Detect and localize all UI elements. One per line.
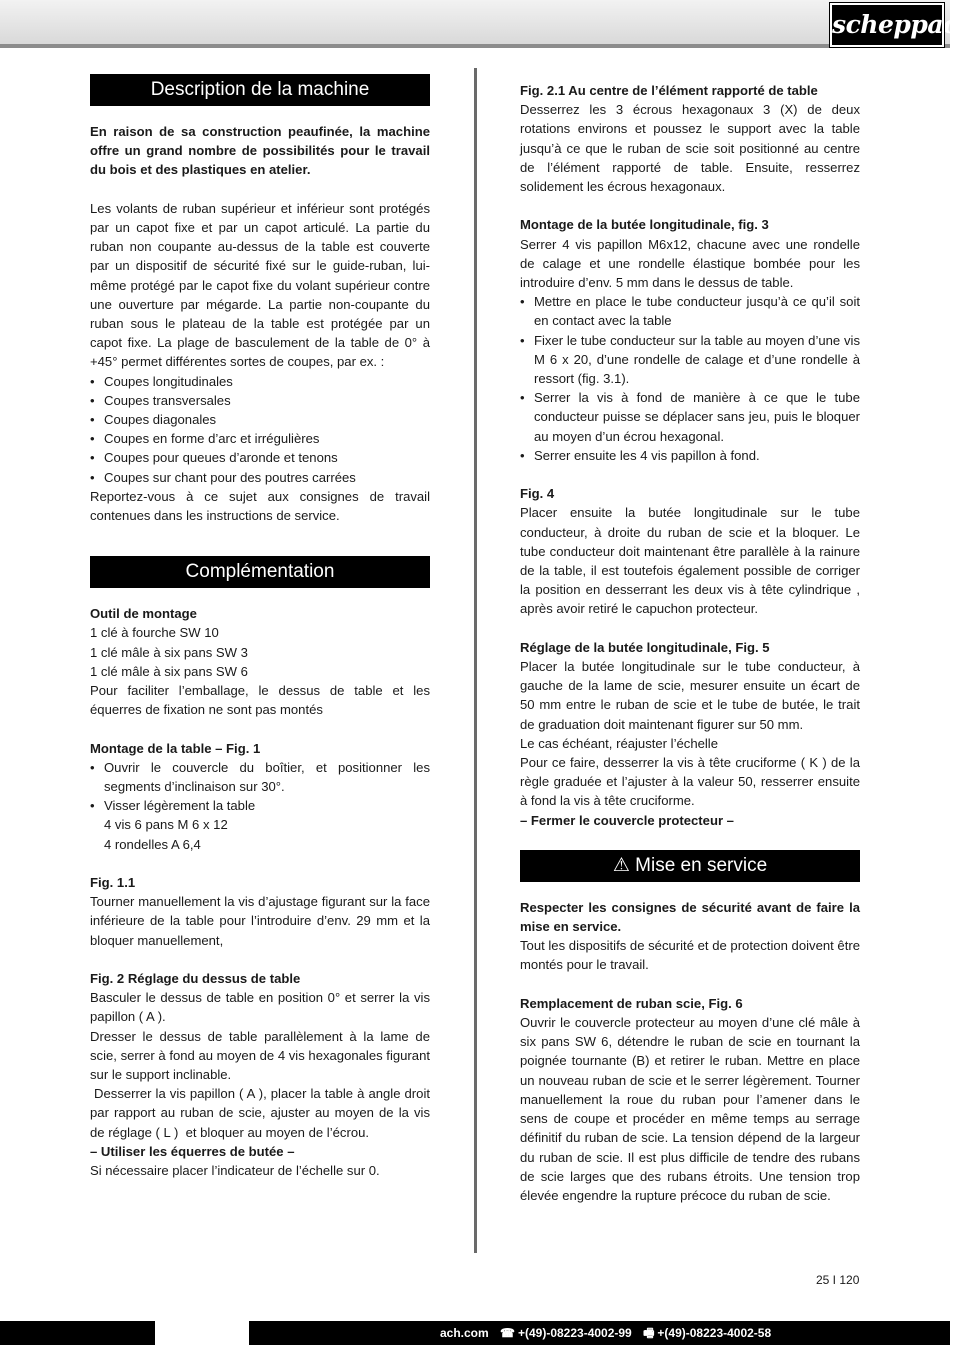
fig11-text: Tourner manuellement la vis d’ajustage figurant sur la face inférieure de la table pour l’introduire d’env. 29 mm et la bloquer manuellement,	[90, 894, 430, 948]
fig5-paragraph: Placer la butée longitudinale sur le tube conducteur, à gauche de la lame de scie, mesurer ensuite un écart de 50 mm entre le ruban de scie et le tube de butée, le trait de graduation doit maintenant figurer sur 50 mm.	[520, 659, 860, 732]
fig21-title: Fig. 2.1 Au centre de l’élément rapporté de table	[520, 83, 818, 98]
column-divider	[474, 68, 477, 1253]
fig6-title: Remplacement de ruban scie, Fig. 6	[520, 995, 743, 1011]
fig3-title: Montage de la butée longitudinale, fig. 3	[520, 217, 769, 233]
description-paragraph: Les volants de ruban supérieur et inférieur sont protégés par un capot fixe et par un capot articulé. La partie du ruban non coupante au-dessus de la table est couverte par un dispositif de sécurité fixé sur le guide-ruban, lui-même protégé par le capot fixe du volant supérieur contre une ouverture par mégarde. La partie non-coupante du ruban sous le plateau de la table est protégée par un capot fixe. La plage de basculement de la table de 0° à +45° permet différentes sortes de coupes, par ex. :	[90, 200, 430, 370]
fig5-paragraph: Le cas échéant, réajuster l’échelle	[520, 735, 718, 751]
tool-item: 1 clé à fourche SW 10	[90, 625, 219, 641]
brand-logo: scheppach	[830, 3, 944, 47]
list-item: • Coupes pour queues d’aronde et tenons	[90, 448, 430, 467]
list-item: • Serrer la vis à fond de manière à ce que le tube conducteur puisse se déplacer sans jeu, puis le bloquer au moyen d’un écrou hexagonal.	[520, 388, 860, 446]
list-item: • Visser légèrement la table	[90, 796, 430, 815]
footer-contact	[440, 1324, 779, 1342]
list-item: • Coupes transversales	[90, 391, 430, 410]
list-item: • Ouvrir le couvercle du boîtier, et positionner les segments d’inclinaison sur 30°.	[90, 758, 430, 796]
fig4-title: Fig. 4	[520, 486, 555, 502]
right-column	[520, 81, 860, 1205]
phone-icon: ☎	[500, 1326, 515, 1340]
tools-title: Outil de montage	[90, 606, 197, 622]
footer-fax: +(49)-08223-4002-58	[657, 1326, 772, 1340]
warning-icon: ⚠	[612, 854, 630, 876]
footer-phone: +(49)-08223-4002-99	[517, 1326, 632, 1340]
table-mounting-title: Montage de la table – Fig. 1	[90, 740, 261, 756]
page-number: 25 I 120	[816, 1273, 860, 1287]
fig2-paragraph: Dresser le dessus de table parallèlement à la lame de scie, serrer à fond au moyen de 4 vis hexagonales figurant sur le support inclinable.	[90, 1028, 430, 1083]
header-bar	[0, 0, 975, 48]
fig2-paragraph: Basculer le dessus de table en position 0° et serrer la vis papillon ( A ).	[90, 990, 430, 1025]
section-heading-complementation: Complémentation	[90, 556, 430, 588]
table-mounting-list	[90, 758, 430, 816]
fig11-title: Fig. 1.1	[90, 875, 136, 891]
footer-white-block	[155, 1321, 249, 1345]
fig3-list	[520, 292, 860, 465]
sub-item: 4 vis 6 pans M 6 x 12	[104, 817, 228, 833]
fax-icon: 🖷	[643, 1326, 655, 1340]
list-item: • Coupes en forme d’arc et irrégulières	[90, 429, 430, 448]
fig2-title: Fig. 2 Réglage du dessus de table	[90, 971, 301, 987]
fig5-paragraph: Pour ce faire, desserrer la vis à tête cruciforme ( K ) de la règle graduée et l’ajuster à la valeur 50, resserrer ensuite à fond la vis à tête cruciforme.	[520, 755, 860, 809]
intro-text: En raison de sa construction peaufinée, la machine offre un grand nombre de possibilités pour le travail du bois et des plastiques en atelier.	[90, 124, 430, 178]
fig4-text: Placer ensuite la butée longitudinale sur le tube conducteur, à droite du ruban de scie et la bloquer. Le tube conducteur doit maintenant être parallèle à la rainure de la table, il est toutefois également possible de corriger la position en desserrant les deux vis à tête cylindrique , après avoir retiré le capuchon protecteur.	[520, 505, 860, 617]
footer-bar	[0, 1321, 950, 1345]
list-item: • Coupes sur chant pour des poutres carrées	[90, 468, 430, 487]
sub-item: 4 rondelles A 6,4	[104, 836, 201, 852]
fig21-text: Desserrez les 3 écrous hexagonaux 3 (X) de deux rotations environs et poussez le support avec la table jusqu’à ce que le ruban de scie soit positionné au centre de l’élément rapporté de table. Ensuite, resserrez solidement les écrous hexagonaux.	[520, 102, 860, 195]
tools-note: Pour faciliter l’emballage, le dessus de table et les équerres de fixation ne sont pas montés	[90, 683, 430, 718]
fig3-text: Serrer 4 vis papillon M6x12, chacune avec une rondelle de calage et une rondelle élastique bombée pour les introduire d’env. 5 mm dans le dessus de table.	[520, 236, 860, 291]
list-item: • Mettre en place le tube conducteur jusqu’à ce qu’il soit en contact avec la table	[520, 292, 860, 330]
reference-paragraph: Reportez-vous à ce sujet aux consignes de travail contenues dans les instructions de service.	[90, 488, 430, 524]
safety-note: Respecter les consignes de sécurité avant de faire la mise en service.	[520, 899, 860, 935]
fig2-paragraph: Si nécessaire placer l’indicateur de l’échelle sur 0.	[90, 1163, 380, 1179]
tool-item: 1 clé mâle à six pans SW 6	[90, 663, 248, 679]
fig5-bold-note: – Fermer le couvercle protecteur –	[520, 812, 734, 828]
list-item: • Coupes longitudinales	[90, 372, 430, 391]
list-item: • Serrer ensuite les 4 vis papillon à fond.	[520, 446, 860, 465]
left-column	[90, 74, 434, 1180]
fig6-text: Ouvrir le couvercle protecteur au moyen d’une clé mâle à six pans SW 6, détendre le ruban de scie en tournant la poignée tournante (B) et retirer le ruban. Mettre en place un nouveau ruban de scie et le serrer légèrement. Tourner manuellement la roue du ruban pour l’amener dans le sens de coupe et procéder en même temps au serrage définitif du ruban de scie. La tension dépend de la largeur du ruban de scie. Il est plus difficile de tendre des rubans de scie larges que des rubans étroits. Une tension trop élevée engendre la rupture précoce du ruban de scie.	[520, 1015, 860, 1203]
cuts-list	[90, 372, 430, 487]
footer-website[interactable]: ach.com	[440, 1326, 489, 1340]
section-heading-description: Description de la machine	[90, 74, 430, 106]
fig5-title: Réglage de la butée longitudinale, Fig. 5	[520, 639, 770, 655]
list-item: • Coupes diagonales	[90, 410, 430, 429]
safety-text: Tout les dispositifs de sécurité et de protection doivent être montés pour le travail.	[520, 938, 860, 973]
tool-item: 1 clé mâle à six pans SW 3	[90, 644, 248, 660]
list-item: • Fixer le tube conducteur sur la table au moyen d’une vis M 6 x 20, d’une rondelle de calage et d’une rondelle à ressort (fig. 3.1).	[520, 331, 860, 389]
fig2-bold-note: – Utiliser les équerres de butée –	[90, 1143, 295, 1159]
fig2-paragraph: Desserrer la vis papillon ( A ), placer la table à angle droit par rapport au ruban de scie, ajuster au moyen de la vis de réglage ( L ) et bloquer au moyen de l’écrou.	[90, 1086, 434, 1140]
section-heading-text: Mise en service	[635, 854, 768, 876]
section-heading-mise-en-service	[520, 850, 860, 882]
